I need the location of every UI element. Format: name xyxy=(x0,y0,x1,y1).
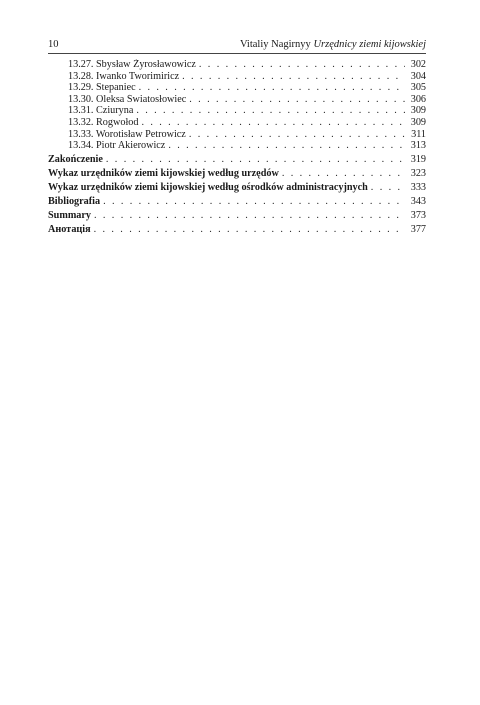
toc-entry-page: 302 xyxy=(410,59,426,70)
toc-main-entry xyxy=(48,209,426,223)
toc-dot-leader xyxy=(106,153,405,167)
toc-entry-page: 377 xyxy=(410,224,426,236)
toc-entry-page: 311 xyxy=(411,128,426,140)
toc-entry xyxy=(48,117,426,129)
toc-dot-leader xyxy=(182,71,405,83)
toc-entry-page: 343 xyxy=(410,196,426,208)
toc-entry-label: 13.29. Stepaniec xyxy=(68,82,136,94)
running-title xyxy=(240,37,426,53)
toc-entry-page: 304 xyxy=(410,70,426,82)
header-book-title: Urzędnicy ziemi kijowskiej xyxy=(313,39,426,50)
toc-entry xyxy=(48,94,426,106)
toc-entry-page: 333 xyxy=(410,181,426,193)
toc-entry xyxy=(48,59,426,71)
toc-dot-leader xyxy=(189,129,405,141)
toc-entry-page: 323 xyxy=(410,167,426,179)
toc-entry xyxy=(48,105,426,117)
toc-entry-page: 306 xyxy=(410,93,426,105)
toc-entry xyxy=(48,82,426,94)
toc-entry-label: Summary xyxy=(48,210,92,222)
toc-dot-leader xyxy=(282,167,405,181)
toc-dot-leader xyxy=(94,209,405,223)
toc-dot-leader xyxy=(371,181,405,195)
toc-entry-label: Wykaz urzędników ziemi kijowskiej według urzędów xyxy=(48,167,279,179)
toc-entry-label: Bibliografia xyxy=(48,196,101,208)
toc-dot-leader xyxy=(199,59,405,71)
toc-entry-page: 313 xyxy=(410,140,426,152)
toc-main-entry xyxy=(48,195,426,209)
table-of-contents xyxy=(48,59,426,238)
page-number: 10 xyxy=(48,39,59,50)
toc-dot-leader xyxy=(103,195,405,209)
toc-entry-label: 13.30. Oleksa Światosłowiec xyxy=(68,93,187,105)
toc-dot-leader xyxy=(136,105,405,117)
toc-entry-label: 13.33. Worotisław Petrowicz xyxy=(68,128,186,140)
toc-dot-leader xyxy=(141,117,405,129)
toc-dot-leader xyxy=(168,140,405,152)
toc-entry xyxy=(48,129,426,141)
toc-entry-page: 373 xyxy=(410,210,426,222)
toc-entry xyxy=(48,140,426,152)
toc-entry-label: Анотація xyxy=(48,224,91,236)
toc-entry-label: 13.27. Sbysław Żyrosławowicz xyxy=(68,59,196,70)
toc-main-entry xyxy=(48,181,426,195)
toc-entry xyxy=(48,71,426,83)
toc-entry-label: 13.32. Rogwołod xyxy=(68,116,139,128)
toc-dot-leader xyxy=(139,82,405,94)
header-author: Vitaliy Nagirnyy xyxy=(239,39,311,50)
toc-entry-page: 319 xyxy=(410,153,426,165)
toc-entry-page: 305 xyxy=(410,82,426,94)
toc-main-entry xyxy=(48,167,426,181)
toc-entry-label: 13.34. Piotr Akierowicz xyxy=(68,140,166,152)
toc-entry-label: Wykaz urzędników ziemi kijowskiej według ośrodków administracyjnych xyxy=(48,181,368,193)
toc-dot-leader xyxy=(94,223,405,237)
toc-dot-leader xyxy=(189,94,405,106)
toc-entry-label: Zakończenie xyxy=(48,153,103,165)
toc-entry-page: 309 xyxy=(410,105,426,117)
toc-entry-label: 13.31. Cziuryna xyxy=(68,105,134,117)
toc-main-entry xyxy=(48,223,426,237)
toc-main-entry xyxy=(48,153,426,167)
running-header xyxy=(48,37,426,54)
toc-entry-page: 309 xyxy=(410,116,426,128)
toc-entry-label: 13.28. Iwanko Tworimiricz xyxy=(68,70,180,82)
